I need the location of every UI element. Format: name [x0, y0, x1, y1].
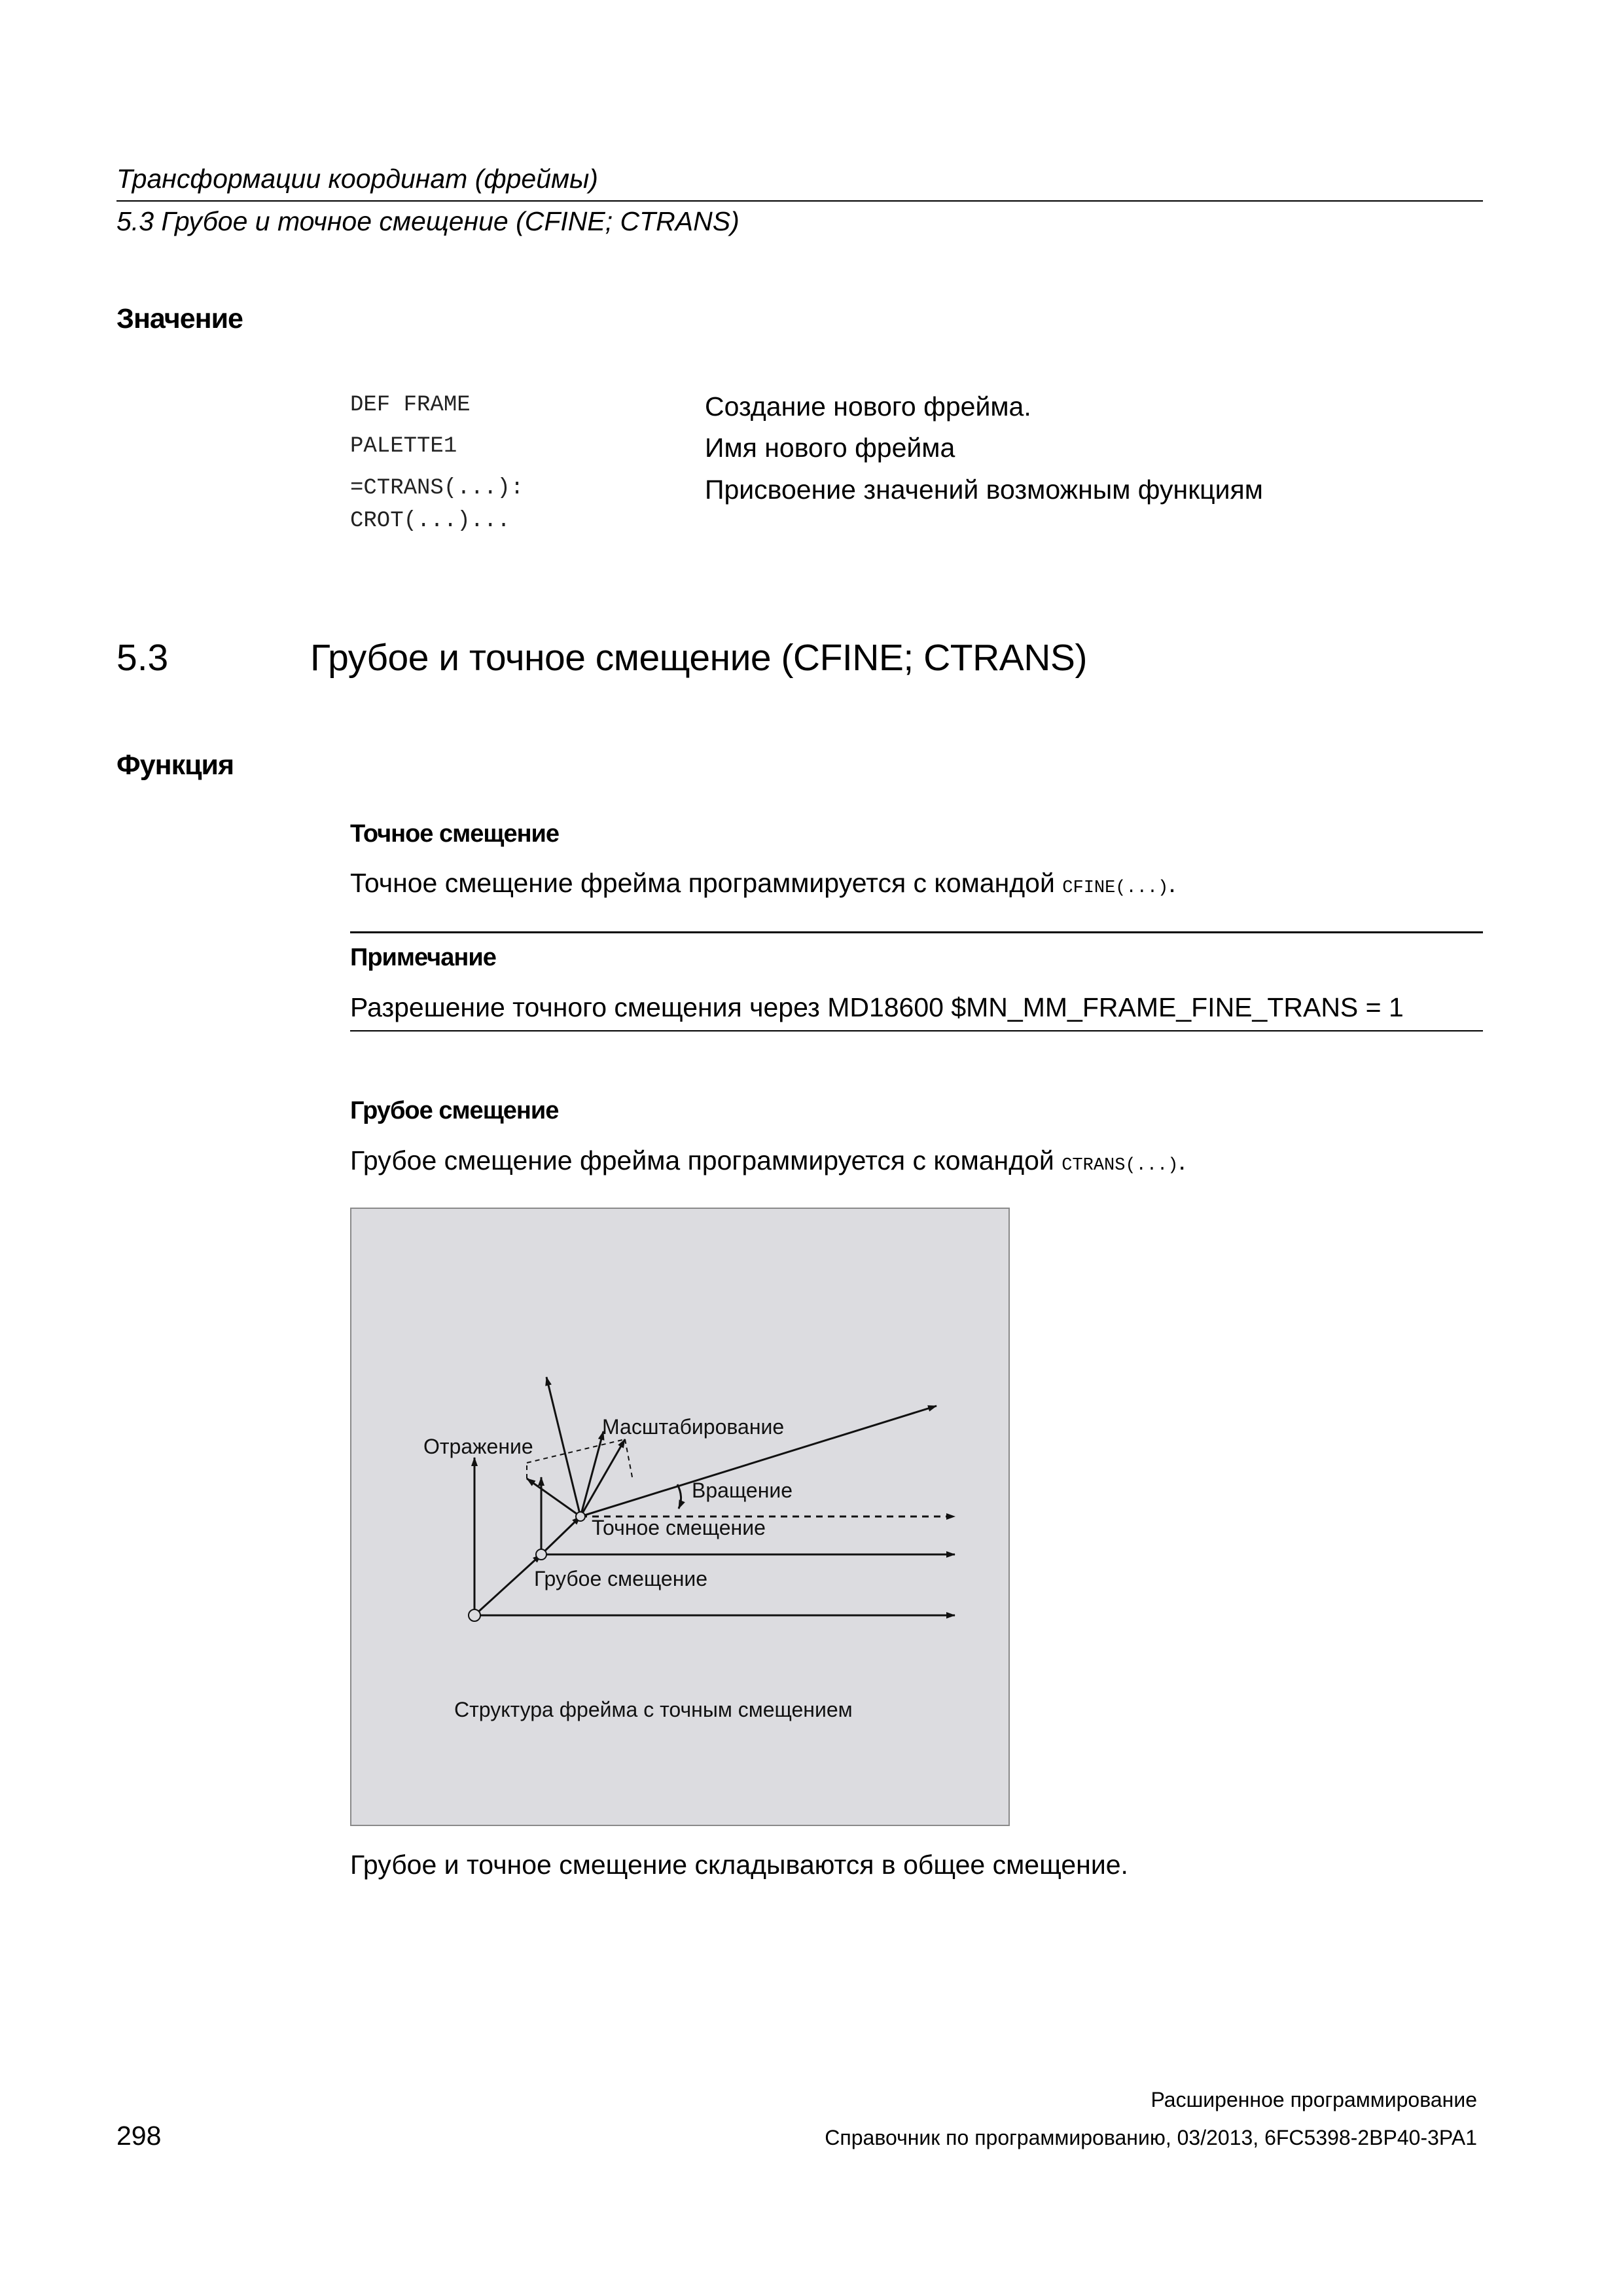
- running-header-section: 5.3 Грубое и точное смещение (CFINE; CTRANS): [116, 206, 740, 236]
- fine-offset-text: Точное смещение фрейма программируется с командой CFINE(...).: [350, 868, 1176, 898]
- param-code-palette1: PALETTE1: [350, 434, 457, 459]
- header-rule: [116, 200, 1483, 202]
- param-code-crot: CROT(...)...: [350, 509, 510, 533]
- coarse-offset-command: CTRANS(...): [1061, 1156, 1179, 1175]
- coarse-offset-text: Грубое смещение фрейма программируется с командой CTRANS(...).: [350, 1145, 1186, 1175]
- note-heading: Примечание: [350, 944, 496, 971]
- label-mirror: Отражение: [423, 1435, 533, 1458]
- note-bottom-rule: [350, 1030, 1483, 1031]
- coarse-offset-heading: Грубое смещение: [350, 1097, 559, 1124]
- label-coarse-offset: Грубое смещение: [534, 1567, 708, 1590]
- scale-guide: [625, 1439, 633, 1480]
- label-fine-offset: Точное смещение: [592, 1516, 766, 1539]
- page-number: 298: [116, 2121, 162, 2151]
- running-header-chapter: Трансформации координат (фреймы): [116, 164, 598, 194]
- section-number: 5.3: [116, 637, 169, 679]
- coarse-offset-arrow: [474, 1554, 541, 1615]
- summary-text: Грубое и точное смещение складываются в общее смещение.: [350, 1850, 1128, 1880]
- fine-offset-command: CFINE(...): [1062, 878, 1169, 898]
- note-text: Разрешение точного смещения через MD18600 $MN_MM_FRAME_FINE_TRANS = 1: [350, 992, 1404, 1022]
- frame-structure-figure: [350, 1208, 1010, 1826]
- mirror-guide-top: [527, 1439, 625, 1463]
- footer-title: Расширенное программирование: [1150, 2088, 1477, 2111]
- rotation-arc: [677, 1484, 681, 1509]
- note-top-rule: [350, 931, 1483, 933]
- param-desc-palette1: Имя нового фрейма: [705, 433, 955, 463]
- param-code-ctrans: =CTRANS(...):: [350, 476, 524, 501]
- param-code-def-frame: DEF FRAME: [350, 393, 471, 418]
- function-heading: Функция: [116, 749, 234, 781]
- base-origin: [469, 1609, 480, 1621]
- param-desc-assign: Присвоение значений возможным функциям: [705, 475, 1263, 505]
- footer-reference: Справочник по программированию, 03/2013, 6FC5398-2BP40-3PA1: [825, 2126, 1477, 2149]
- label-rotation: Вращение: [692, 1479, 793, 1502]
- section-title: Грубое и точное смещение (CFINE; CTRANS): [310, 637, 1087, 679]
- label-scaling: Масштабирование: [602, 1415, 785, 1439]
- scale-arrow-left: [580, 1431, 603, 1516]
- param-desc-def-frame: Создание нового фрейма.: [705, 391, 1031, 422]
- fine-offset-heading: Точное смещение: [350, 820, 560, 848]
- fine-offset-arrow: [541, 1516, 580, 1554]
- meaning-heading: Значение: [116, 303, 243, 334]
- frame-structure-diagram: [351, 1209, 1008, 1825]
- figure-caption: Структура фрейма с точным смещением: [454, 1698, 853, 1721]
- coarse-origin: [536, 1549, 546, 1560]
- fine-origin: [576, 1512, 585, 1521]
